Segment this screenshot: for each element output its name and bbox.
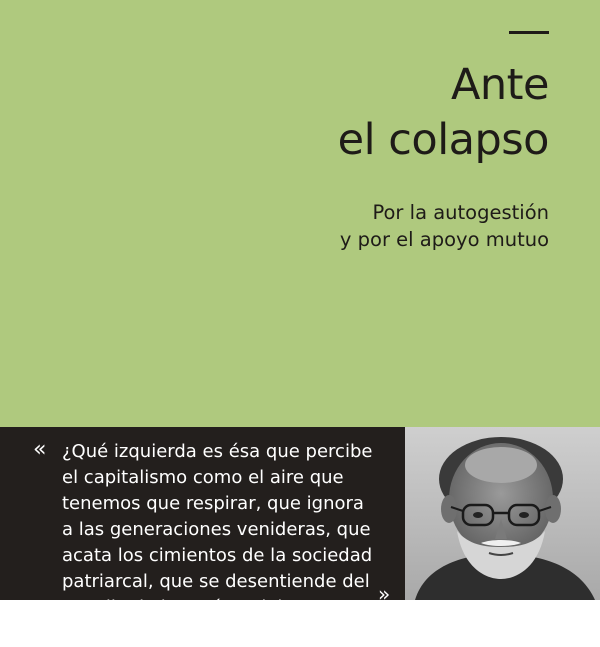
quote-line: tenemos que respirar, que ignora: [62, 493, 364, 514]
open-quote-mark: «: [33, 437, 47, 462]
title-line-2: el colapso: [337, 115, 549, 165]
book-subtitle: [340, 199, 549, 253]
quote-line: a las generaciones venideras, que: [62, 519, 371, 540]
quote-line: acata los cimientos de la sociedad: [62, 545, 373, 566]
author-photo: [405, 427, 600, 600]
decorative-dash: [509, 31, 549, 34]
title-line-1: Ante: [451, 60, 549, 110]
quote-line: patriarcal, que se desentiende del: [62, 571, 370, 592]
blurb-quote: [62, 439, 402, 647]
quote-line: olvida los derechos de los animales?: [62, 623, 392, 644]
subtitle-line-1: Por la autogestión: [372, 201, 549, 224]
quote-line: ¿Qué izquierda es ésa que percibe: [62, 441, 373, 462]
subtitle-line-2: y por el apoyo mutuo: [339, 228, 549, 251]
book-title: [338, 58, 549, 168]
quote-line: el capitalismo como el aire que: [62, 467, 344, 488]
author-portrait-icon: [405, 427, 600, 600]
close-quote-mark: »: [378, 582, 391, 606]
quote-line: expolio de los países del Sur y que: [62, 597, 375, 618]
